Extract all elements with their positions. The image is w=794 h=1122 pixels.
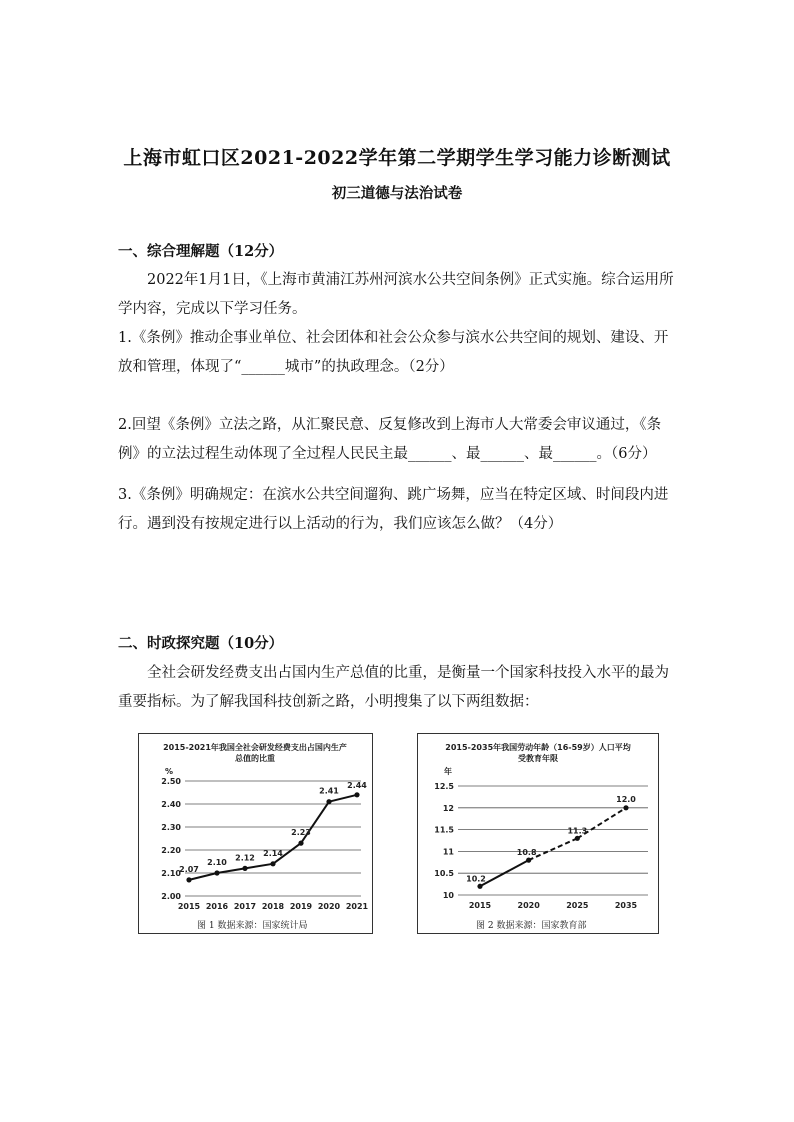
chart2-caption: 图 2 数据来源：国家教育部: [476, 921, 587, 931]
chart2-y-tick-label: 11.5: [434, 825, 454, 835]
question-3: 3.《条例》明确规定：在滨水公共空间遛狗、跳广场舞，应当在特定区域、时间段内进行。遇到没有按规定进行以上活动的行为，我们应该怎么做？（4分）: [118, 487, 669, 532]
chart2-data-point: [526, 858, 531, 863]
chart1-data-point: [354, 792, 359, 797]
section2-intro: 全社会研发经费支出占国内生产总值的比重，是衡量一个国家科技投入水平的最为重要指标。为了解我国科技创新之路，小明搜集了以下两组数据：: [118, 665, 669, 710]
chart1-x-tick-label: 2016: [205, 902, 229, 911]
chart1-x-tick-label: 2019: [289, 902, 313, 911]
chart1-x-tick-label: 2020: [317, 902, 341, 911]
chart2-y-tick-label: 10: [442, 891, 454, 900]
chart1-caption: 图 1 数据来源：国家统计局: [197, 921, 308, 931]
chart2-y-tick-label: 10.5: [434, 869, 454, 879]
chart2-y-tick-label: 12: [442, 803, 454, 813]
chart2-data-point: [477, 884, 482, 889]
chart1-y-tick-label: 2.40: [161, 800, 181, 809]
chart2-title-line2: 受教育年限: [518, 754, 558, 763]
chart1-data-label: 2.41: [319, 786, 339, 796]
section1-heading: 一、综合理解题（12分）: [118, 243, 284, 260]
chart1-data-label: 2.10: [207, 858, 227, 867]
chart2-data-label: 12.0: [616, 794, 636, 804]
question-2: 2.回望《条例》立法之路，从汇聚民意、反复修改到上海市人大常委会审议通过，《条例》的立法过程生动体现了全过程人民民主最______、最______、最______。（6分）: [118, 417, 662, 462]
chart2-title-line1: 2015-2035年我国劳动年龄（16-59岁）人口平均: [445, 743, 631, 752]
chart2-x-tick-label: 2025: [566, 901, 589, 910]
chart-education-years-svg: [418, 734, 658, 933]
chart2-data-label: 10.2: [466, 874, 486, 884]
chart1-x-tick-label: 2015: [177, 902, 201, 911]
chart2-data-label: 10.8: [516, 848, 537, 858]
section1-intro: 2022年1月1日，《上海市黄浦江苏州河滨水公共空间条例》正式实施。综合运用所学内容，完成以下学习任务。: [118, 272, 674, 317]
question-1: 1.《条例》推动企事业单位、社会团体和社会公众参与滨水公共空间的规划、建设、开放和管理，体现了“______城市”的执政理念。（2分）: [118, 330, 669, 375]
chart-education-years: [417, 733, 659, 934]
chart1-data-point: [186, 877, 191, 882]
chart2-data-point: [623, 805, 628, 810]
chart1-data-point: [270, 861, 275, 866]
chart1-series-segment: [217, 868, 245, 873]
chart1-data-label: 2.23: [291, 828, 311, 838]
chart1-data-point: [214, 870, 219, 875]
chart2-y-tick-label: 12.5: [434, 782, 454, 791]
chart1-series-segment: [245, 864, 273, 869]
chart1-data-point: [242, 866, 247, 871]
chart1-title-line2: 总值的比重: [235, 754, 275, 763]
chart1-data-label: 2.12: [235, 853, 255, 863]
chart2-x-tick-label: 2035: [614, 901, 638, 910]
chart-rd-expenditure: [138, 733, 373, 934]
chart1-y-unit: %: [165, 767, 174, 776]
chart1-data-label: 2.14: [263, 848, 283, 858]
chart1-x-tick-label: 2018: [261, 902, 285, 911]
chart1-y-tick-label: 2.20: [161, 846, 181, 855]
chart1-y-tick-label: 2.00: [161, 892, 181, 901]
chart1-title-line1: 2015-2021年我国全社会研发经费支出占国内生产: [163, 743, 347, 752]
chart1-x-tick-label: 2017: [233, 902, 257, 911]
section2-heading: 二、时政探究题（10分）: [118, 635, 284, 652]
chart2-y-unit: 年: [444, 767, 452, 776]
chart1-x-tick-label: 2021: [345, 902, 369, 911]
chart2-data-point: [575, 836, 580, 841]
chart1-y-tick-label: 2.10: [161, 869, 181, 878]
doc-subtitle: 初三道德与法治试卷: [331, 185, 463, 202]
chart1-series-segment: [189, 873, 217, 880]
chart1-series-segment: [329, 795, 357, 802]
chart2-data-label: 11.3: [567, 826, 588, 836]
chart2-x-tick-label: 2020: [517, 901, 540, 910]
chart1-data-label: 2.44: [347, 780, 367, 790]
chart2-y-tick-label: 11: [442, 847, 454, 857]
chart1-y-tick-label: 2.30: [161, 823, 181, 832]
chart1-data-point: [326, 799, 331, 804]
chart-rd-expenditure-svg: [139, 734, 372, 933]
chart1-data-label: 2.07: [179, 864, 199, 874]
chart1-data-point: [298, 841, 303, 846]
chart1-y-tick-label: 2.50: [161, 777, 181, 786]
doc-title: 上海市虹口区2021-2022学年第二学期学生学习能力诊断测试: [123, 147, 671, 169]
chart2-x-tick-label: 2015: [468, 901, 492, 910]
